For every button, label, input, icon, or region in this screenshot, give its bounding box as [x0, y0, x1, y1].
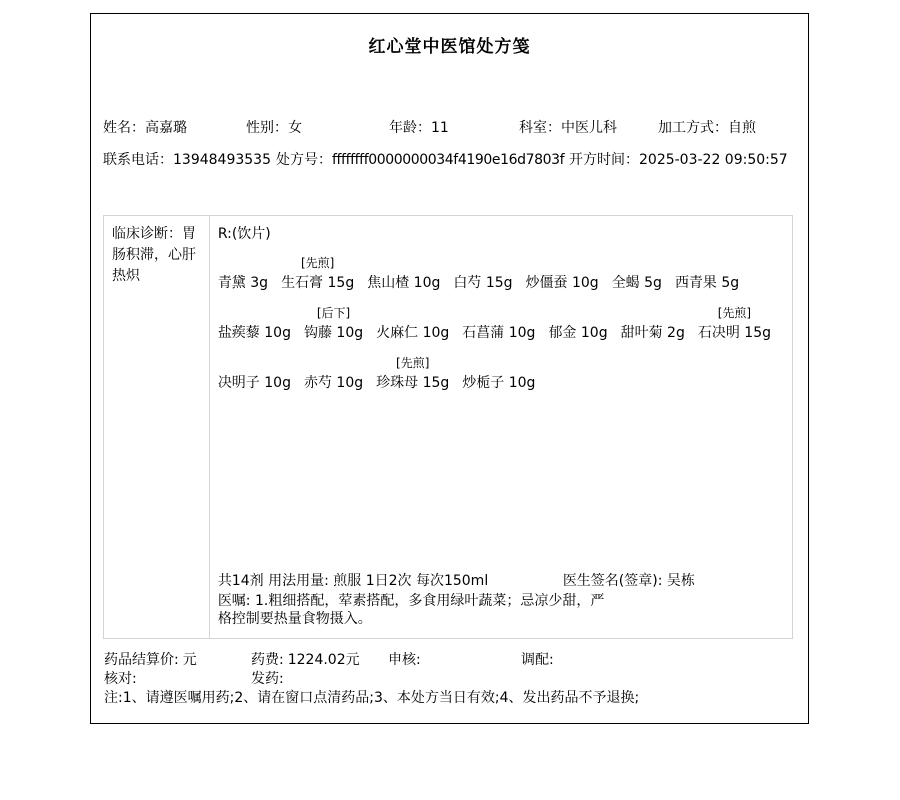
review-label: 申核: — [388, 652, 421, 668]
herb-preparation-note: [先煎] — [300, 256, 335, 270]
medicine-fee-field — [251, 651, 360, 670]
rx-time-field — [569, 152, 788, 168]
settlement-price-value: 元 — [182, 652, 197, 668]
herb-item — [218, 354, 291, 394]
rx-number-value: ffffffff0000000034f4190e16d7803f — [332, 152, 565, 168]
herb-name-dose: 青黛 3g — [217, 275, 269, 291]
herb-name-dose: 郁金 10g — [548, 325, 608, 341]
medicine-fee-label: 药费: — [251, 652, 284, 668]
herb-item — [621, 304, 685, 344]
patient-age-field — [389, 120, 449, 136]
rx-bottom — [218, 572, 784, 628]
settlement-price-label: 药品结算价: — [104, 652, 179, 668]
rx-time-value: 2025-03-22 09:50:57 — [639, 152, 788, 168]
patient-name-value: 高嘉璐 — [145, 120, 187, 136]
processing-method-label: 加工方式： — [658, 120, 728, 136]
herb-item — [675, 254, 739, 294]
herb-preparation-note: [先煎] — [396, 356, 430, 370]
herb-name-dose: 石菖蒲 10g — [462, 325, 536, 341]
footer-row-2 — [91, 670, 808, 689]
rx-time-label: 开方时间： — [569, 152, 639, 168]
herb-name-dose: 钩藤 10g — [303, 325, 364, 341]
prescription-table — [103, 215, 793, 639]
department-value: 中医儿科 — [561, 120, 617, 136]
check-field — [104, 670, 141, 689]
diagnosis-label: 临床诊断： — [112, 226, 182, 242]
diagnosis-cell — [104, 216, 210, 638]
herb-name-dose: 珍珠母 15g — [376, 375, 450, 391]
herb-name-dose: 生石膏 15g — [281, 275, 355, 291]
herb-name-dose: 石决明 15g — [697, 325, 771, 341]
herb-item — [304, 304, 363, 344]
patient-name-field — [103, 120, 187, 136]
herb-name-dose: 盐蒺藜 10g — [217, 325, 291, 341]
herb-item — [698, 304, 771, 344]
herb-name-dose: 火麻仁 10g — [376, 325, 450, 341]
patient-age-label: 年龄： — [389, 120, 431, 136]
patient-gender-field — [246, 120, 302, 136]
footer-note: 注:1、请遵医嘱用药;2、请在窗口点清药品;3、本处方当日有效;4、发出药品不予退换; — [104, 690, 640, 706]
herb-item — [218, 304, 291, 344]
herb-item — [612, 254, 662, 294]
settlement-price-field — [104, 651, 197, 670]
processing-method-value: 自煎 — [728, 120, 756, 136]
review-field — [388, 651, 425, 670]
herb-row — [218, 254, 784, 294]
rx-header: R:(饮片) — [217, 226, 271, 242]
department-label: 科室： — [519, 120, 561, 136]
rx-number-field — [276, 152, 564, 168]
dispense-prep-label: 调配: — [521, 652, 554, 668]
herb-row — [218, 304, 784, 344]
herb-item — [376, 354, 449, 394]
herb-item — [367, 254, 440, 294]
check-label: 核对: — [104, 671, 137, 687]
herb-row — [218, 354, 784, 394]
herb-item — [526, 254, 599, 294]
dispense-field — [251, 670, 288, 689]
footer-row-1 — [91, 651, 808, 670]
prescription-sheet — [90, 13, 809, 724]
herb-name-dose: 决明子 10g — [217, 375, 291, 391]
herb-item — [281, 254, 354, 294]
doctor-signature: 医生签名(签章): 吴栋 — [562, 573, 695, 589]
page-title: 红心堂中医馆处方笺 — [368, 37, 531, 57]
herb-preparation-note: [先煎] — [717, 306, 752, 320]
department-field — [519, 120, 617, 136]
dispense-prep-field — [521, 651, 558, 670]
herb-name-dose: 焦山楂 10g — [367, 275, 441, 291]
herb-name-dose: 白芍 15g — [453, 275, 513, 291]
doctor-instructions: 医嘱: 1.粗细搭配，荤素搭配，多食用绿叶蔬菜；忌凉少甜，严格控制要热量食物摄入。 — [217, 593, 605, 627]
herb-preparation-note: [后下] — [316, 306, 351, 320]
footer — [91, 651, 808, 706]
herb-item — [453, 254, 512, 294]
rx-number-label: 处方号： — [276, 152, 332, 168]
herb-item — [462, 304, 535, 344]
herb-item — [376, 304, 449, 344]
usage-line — [218, 572, 784, 590]
herb-item — [548, 304, 607, 344]
phone-value: 13948493535 — [173, 152, 271, 168]
dispense-label: 发药: — [251, 671, 284, 687]
patient-name-label: 姓名： — [103, 120, 145, 136]
patient-age-value: 11 — [431, 120, 449, 136]
herb-item — [218, 254, 268, 294]
phone-field — [103, 152, 271, 168]
herb-item — [304, 354, 363, 394]
patient-gender-value: 女 — [288, 120, 302, 136]
herb-item — [462, 354, 535, 394]
rx-cell — [210, 216, 792, 638]
herb-name-dose: 炒栀子 10g — [462, 375, 536, 391]
herb-name-dose: 炒僵蚕 10g — [525, 275, 599, 291]
herb-name-dose: 甜叶菊 2g — [620, 325, 685, 341]
processing-method-field — [658, 120, 756, 136]
rx-rows — [218, 254, 784, 394]
diagnosis-value: 胃肠积滞，心肝热炽 — [112, 226, 196, 284]
herb-name-dose: 西青果 5g — [674, 275, 740, 291]
usage-text: 共14剂 用法用量: 煎服 1日2次 每次150ml — [217, 573, 489, 589]
phone-label: 联系电话： — [103, 152, 173, 168]
herb-name-dose: 赤芍 10g — [303, 375, 364, 391]
medicine-fee-value: 1224.02元 — [287, 652, 360, 668]
patient-gender-label: 性别： — [246, 120, 288, 136]
herb-name-dose: 全蝎 5g — [611, 275, 662, 291]
